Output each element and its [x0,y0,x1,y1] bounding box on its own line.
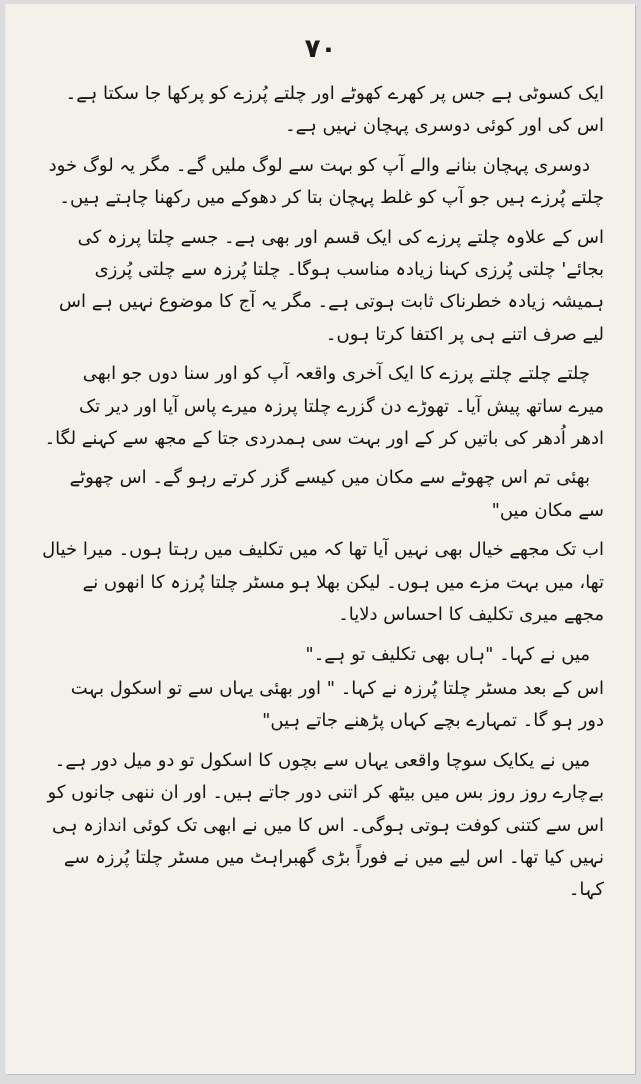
book-page [6,4,635,1074]
paragraph-1: ایک کسوٹی ہے جس پر کھرے کھوٹے اور چلتے پُرزے کو پرکھا جا سکتا ہے۔ اس کی اور کوئی دوسری پہچان نہیں ہے۔ [65,83,604,137]
paragraph-9: میں نے یکایک سوچا واقعی یہاں سے بچوں کا اسکول تو دو میل دور ہے۔ بےچارے روز روز بس میں بیٹھ کر اتنی دور جاتے ہیں۔ اور ان ننھی جانوں کو اس سے کتنی کوفت ہوتی ہوگی۔ اس کا میں نے ابھی تک کوئی اندازہ ہی نہیں کیا تھا۔ اس لیے میں نے فوراً بڑی گھبراہٹ میں مسٹر چلتا پُرزہ سے کہا۔ [47,749,604,901]
paragraph-3: اس کے علاوہ چلتے پرزے کی ایک قسم اور بھی ہے۔ جسے چلتا پرزہ کی بجائے' چلتی پُرزی کہنا زیادہ مناسب ہوگا۔ چلتا پُرزہ سے چلتی پُرزی ہمیشہ زیادہ خطرناک ثابت ہوتی ہے۔ مگر یہ آج کا موضوع نہیں ہے اس لیے صرف اتنے ہی پر اکتفا کرتا ہوں۔ [59,226,604,345]
page-number: ۷۰ [304,34,337,64]
paragraph-5: بھئی تم اس چھوٹے سے مکان میں کیسے گزر کرتے رہو گے۔ اس چھوٹے سے مکان میں" [69,467,604,521]
paragraph-4: چلتے چلتے چلتے پرزے کا ایک آخری واقعہ آپ کو اور سنا دوں جو ابھی میرے ساتھ پیش آیا۔ تھوڑے دن گزرے چلتا پرزہ میرے پاس آیا اور دیر تک ادھر اُدھر کی باتیں کر کے اور بہت سی ہمدردی جتا کے مجھ سے کہنے لگا۔ [44,363,604,450]
paragraph-8: اس کے بعد مسٹر چلتا پُرزہ نے کہا۔ " اور بھئی یہاں سے تو اسکول بہت دور ہو گا۔ تمہارے بچے کہاں پڑھنے جاتے ہیں" [70,677,604,732]
paragraph-7: میں نے کہا۔ "ہاں بھی تکلیف تو ہے۔" [305,643,590,665]
paragraph-2: دوسری پہچان بنانے والے آپ کو بہت سے لوگ ملیں گے۔ مگر یہ لوگ خود چلتے پُرزے ہیں جو آپ کو غلط پہچان بتا کر دھوکے میں رکھنا چاہتے ہیں۔ [48,154,604,209]
page-body [42,78,604,914]
paragraph-6: اب تک مجھے خیال بھی نہیں آیا تھا کہ میں تکلیف میں رہتا ہوں۔ میرا خیال تھا، میں بہت مزے میں ہوں۔ لیکن بھلا ہو مسٹر چلتا پُرزہ کا انھوں نے مجھے میری تکلیف کا احساس دلایا۔ [42,539,604,626]
